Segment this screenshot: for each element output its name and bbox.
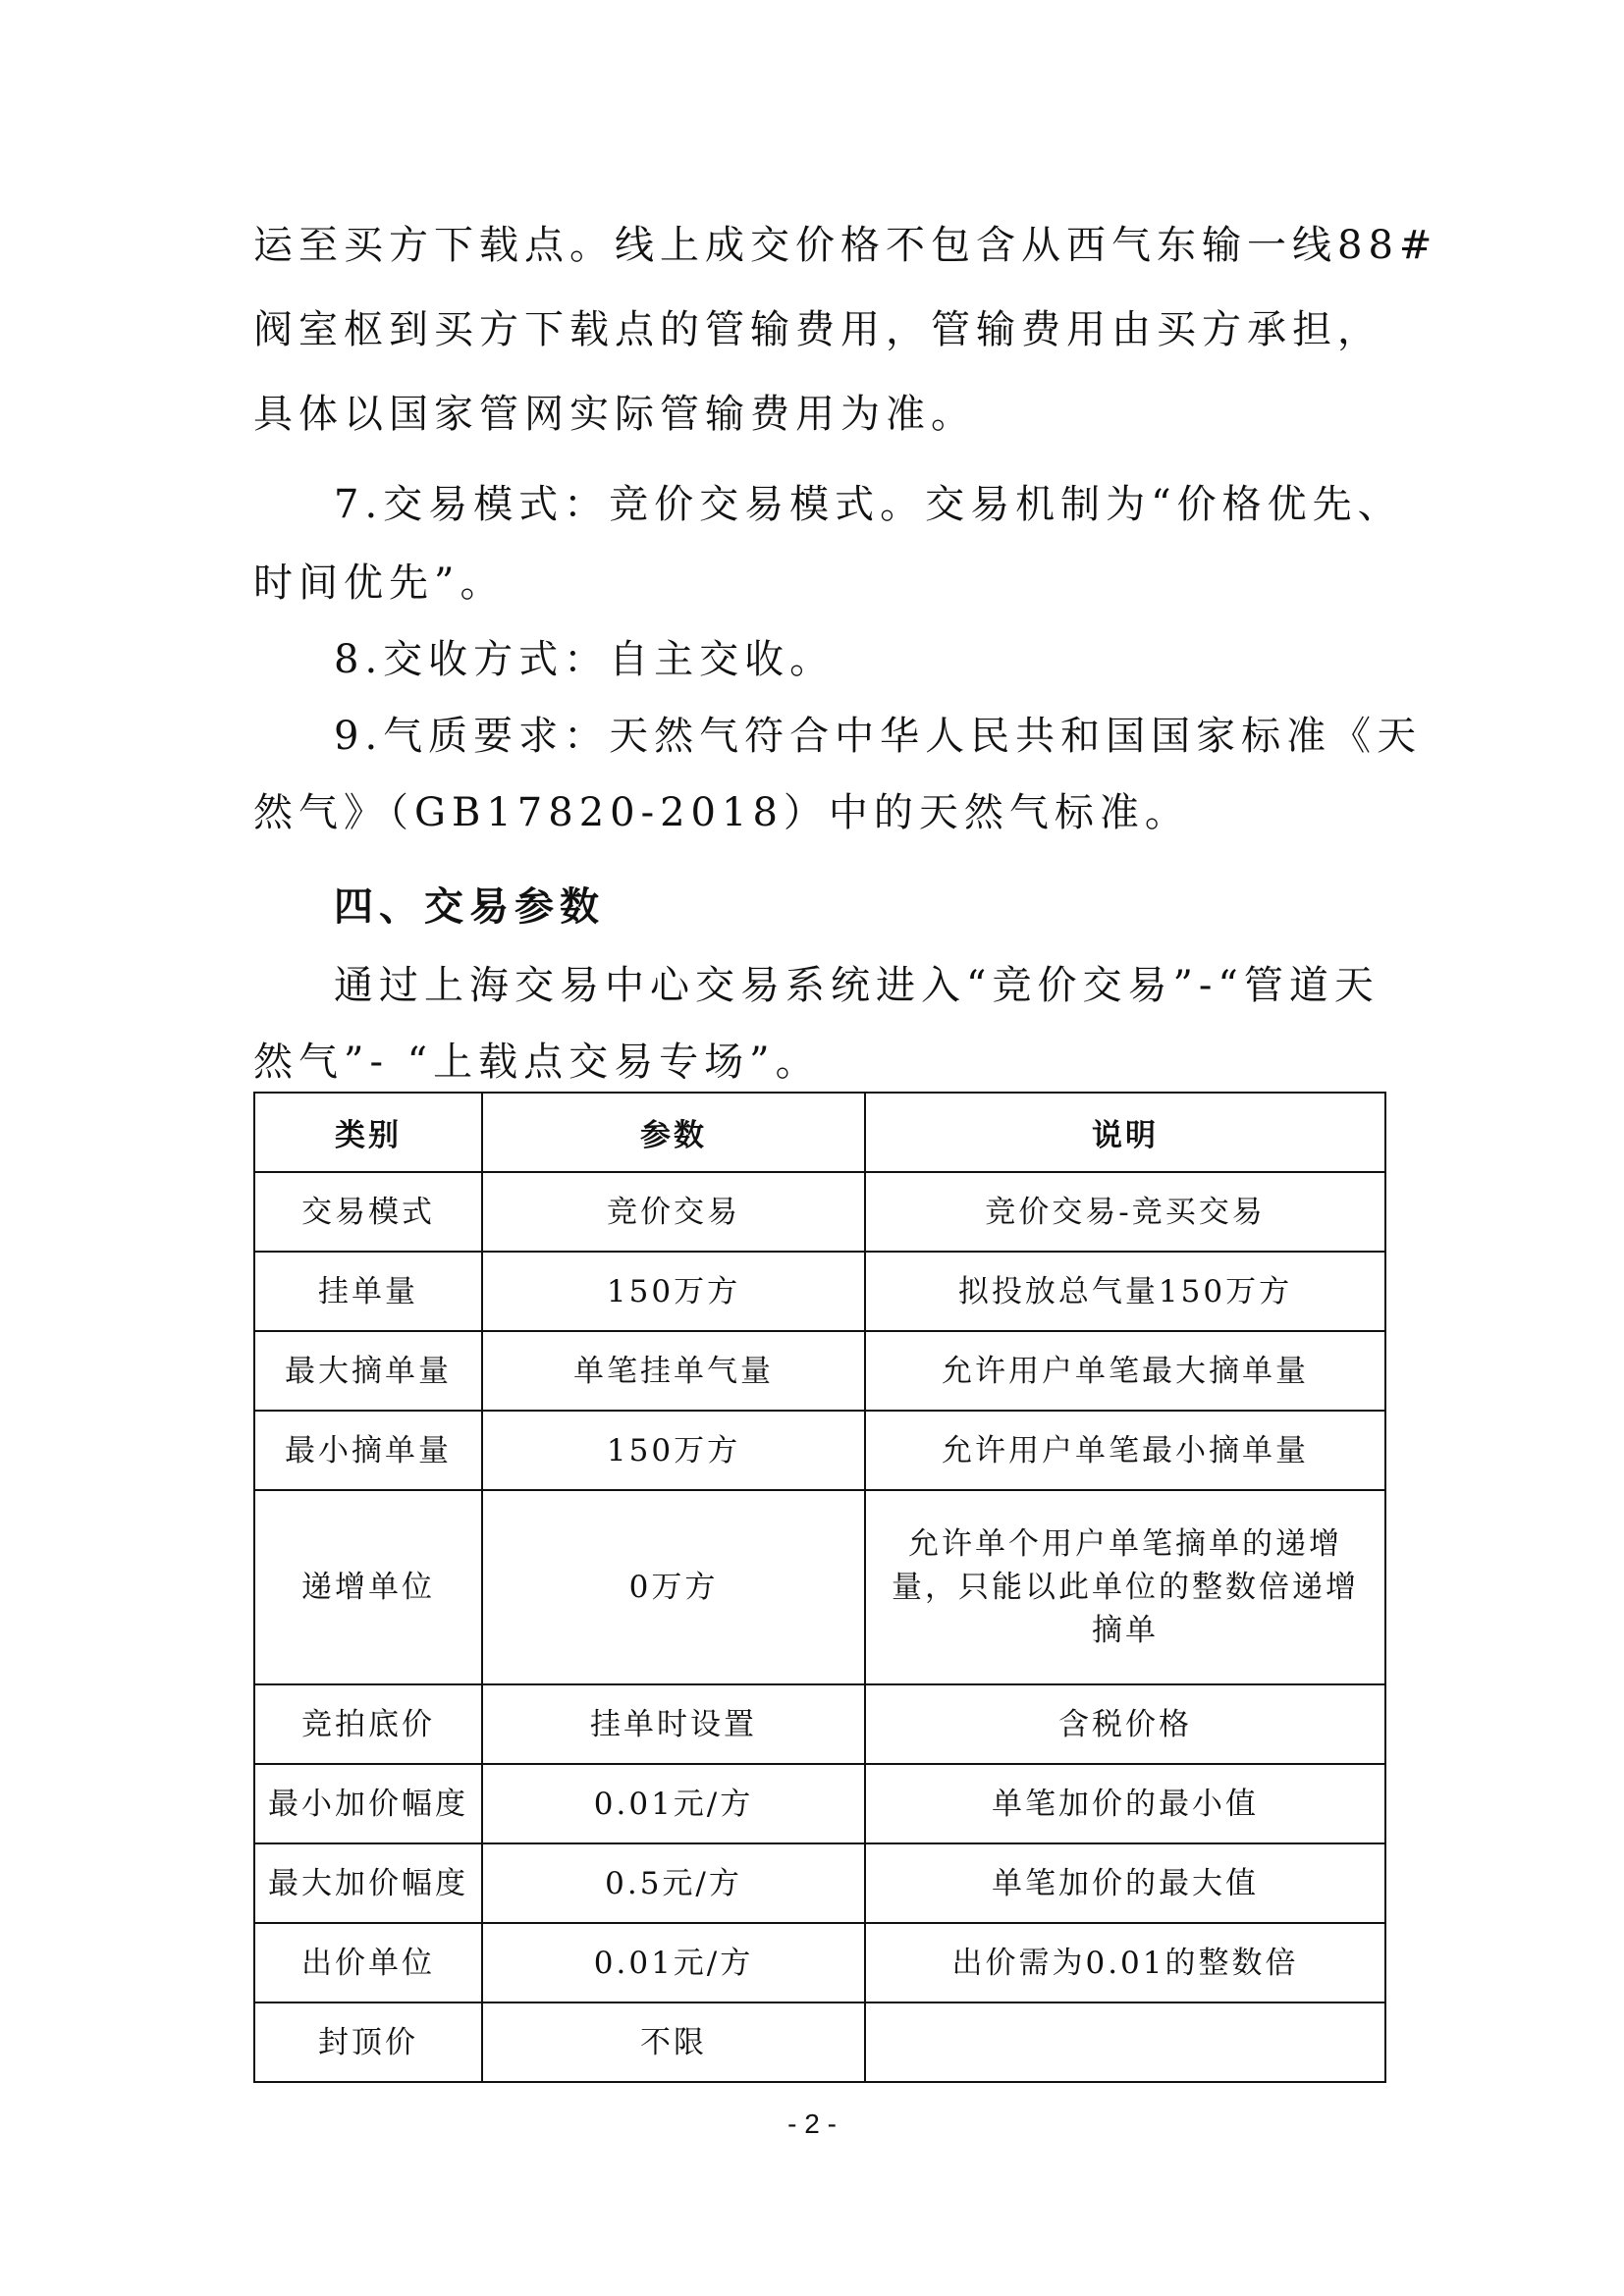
cell-description: 允许用户单笔最小摘单量 [865,1411,1385,1490]
cell-description: 竞价交易-竞买交易 [865,1172,1385,1252]
cell-category: 最大加价幅度 [254,1843,482,1923]
text-line: 然气》（GB17820-2018）中的天然气标准。 [253,790,1190,835]
text-line: 9.气质要求：天然气符合中华人民共和国国家标准《天 [334,714,1423,759]
parameters-table [253,1092,1386,2083]
table-row [254,1411,1385,1490]
cell-description: 允许单个用户单笔摘单的递增量，只能以此单位的整数倍递增摘单 [865,1490,1385,1684]
cell-parameter: 0.5元/方 [482,1843,865,1923]
cell-description: 出价需为0.01的整数倍 [865,1923,1385,2002]
cell-parameter: 150万方 [482,1252,865,1331]
section-heading: 四、交易参数 [334,884,605,930]
table-row [254,1172,1385,1252]
cell-description: 允许用户单笔最大摘单量 [865,1331,1385,1411]
table-row [254,1843,1385,1923]
cell-parameter: 150万方 [482,1411,865,1490]
cell-category: 最大摘单量 [254,1331,482,1411]
table-row [254,1764,1385,1843]
cell-category: 出价单位 [254,1923,482,2002]
cell-category: 交易模式 [254,1172,482,1252]
text-line: 8.交收方式：自主交收。 [334,637,836,682]
header-parameter: 参数 [482,1093,865,1172]
cell-parameter: 0.01元/方 [482,1923,865,2002]
cell-description [865,2002,1385,2082]
text-line: 时间优先”。 [253,561,506,606]
text-line: 然气”- “上载点交易专场”。 [253,1040,821,1085]
table-row [254,2002,1385,2082]
cell-category: 封顶价 [254,2002,482,2082]
text-line: 运至买方下载点。线上成交价格不包含从西气东输一线88# [253,223,1438,268]
text-line: 具体以国家管网实际管输费用为准。 [253,392,976,437]
cell-description: 含税价格 [865,1684,1385,1764]
cell-description: 单笔加价的最小值 [865,1764,1385,1843]
cell-parameter: 不限 [482,2002,865,2082]
cell-description: 单笔加价的最大值 [865,1843,1385,1923]
cell-category: 最小加价幅度 [254,1764,482,1843]
text-line: 7.交易模式：竞价交易模式。交易机制为“价格优先、 [334,482,1403,527]
cell-parameter: 挂单时设置 [482,1684,865,1764]
table-row [254,1684,1385,1764]
cell-parameter: 0万方 [482,1490,865,1684]
cell-category: 递增单位 [254,1490,482,1684]
cell-category: 挂单量 [254,1252,482,1331]
text-line: 阀室枢到买方下载点的管输费用，管输费用由买方承担， [253,307,1382,352]
table-row [254,1923,1385,2002]
header-description: 说明 [865,1093,1385,1172]
cell-category: 竞拍底价 [254,1684,482,1764]
page-number: - 2 - [787,2109,837,2139]
cell-parameter: 单笔挂单气量 [482,1331,865,1411]
header-category: 类别 [254,1093,482,1172]
table-row [254,1331,1385,1411]
table-header-row [254,1093,1385,1172]
cell-parameter: 竞价交易 [482,1172,865,1252]
cell-category: 最小摘单量 [254,1411,482,1490]
cell-parameter: 0.01元/方 [482,1764,865,1843]
table-row [254,1252,1385,1331]
cell-description: 拟投放总气量150万方 [865,1252,1385,1331]
table-row [254,1490,1385,1684]
text-line: 通过上海交易中心交易系统进入“竞价交易”-“管道天 [334,963,1380,1008]
